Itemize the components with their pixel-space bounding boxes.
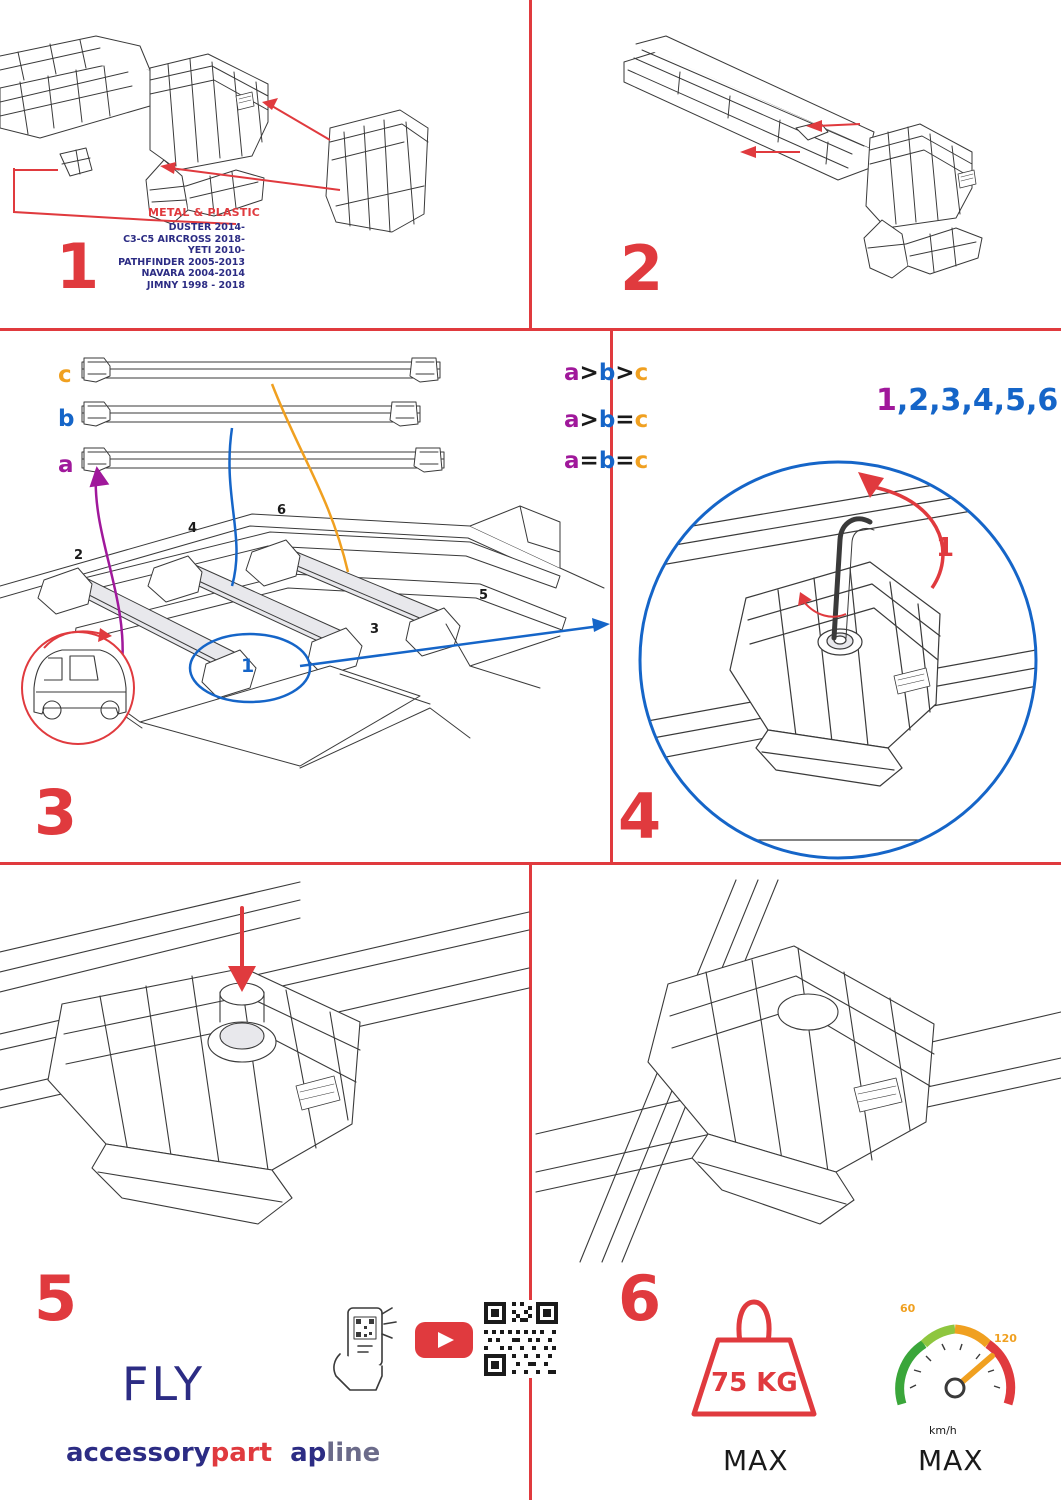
bar-label-c: c <box>58 362 72 388</box>
vehicle-item: YETI 2010- <box>187 245 245 257</box>
step-number-4: 4 <box>618 780 662 853</box>
divider-col-bottom <box>529 862 532 1500</box>
bar-label-b: b <box>58 406 75 432</box>
highlight-label-1: 1 <box>241 655 255 677</box>
step-5-illustration <box>0 872 529 1262</box>
brand-accessory: accessory <box>66 1438 211 1468</box>
max-speed-icon <box>884 1300 1026 1424</box>
divider-col-top <box>529 0 532 328</box>
step-5-brand <box>66 1438 380 1468</box>
comparison-3: a=b=c <box>564 448 649 474</box>
brand-ap: ap <box>290 1438 327 1468</box>
speed-max-label: 120 <box>994 1332 1017 1345</box>
max-speed-caption: MAX <box>918 1444 984 1477</box>
brand-part: part <box>210 1438 273 1468</box>
step-4-sequence: 1,2,3,4,5,6 <box>876 383 1059 418</box>
point-label-4: 4 <box>188 521 198 536</box>
bar-label-a: a <box>58 452 74 478</box>
max-load-value: 75 KG <box>711 1368 798 1398</box>
step-number-5: 5 <box>34 1262 78 1335</box>
point-label-5: 5 <box>479 588 489 603</box>
vehicle-item: NAVARA 2004-2014 <box>141 268 245 280</box>
point-label-2: 2 <box>74 548 84 563</box>
vehicle-item: JIMNY 1998 - 2018 <box>146 279 245 291</box>
speed-unit-label: km/h <box>929 1424 957 1437</box>
max-load-icon <box>688 1296 820 1418</box>
step-3-illustration <box>0 336 610 856</box>
speed-min-label: 60 <box>900 1302 916 1315</box>
comparison-1: a>b>c <box>564 360 649 386</box>
divider-row-1 <box>0 328 1061 331</box>
brand-line: line <box>326 1438 381 1468</box>
step-number-6: 6 <box>618 1262 662 1335</box>
comparison-2: a>b=c <box>564 407 649 433</box>
youtube-icon[interactable] <box>414 1318 474 1362</box>
step-number-2: 2 <box>620 232 664 305</box>
phone-qr-scan-icon <box>326 1304 398 1394</box>
vehicle-item: DUSTER 2014- <box>168 222 245 233</box>
step-4-illustration <box>618 430 1058 840</box>
max-load-caption: MAX <box>723 1444 789 1477</box>
step-2-illustration <box>620 28 1060 268</box>
step-number-3: 3 <box>34 776 78 849</box>
step-5-wordmark: FLY <box>122 1357 206 1411</box>
step-1-vehicle-list <box>0 222 245 291</box>
point-label-3: 3 <box>370 622 380 637</box>
step-6-illustration <box>536 872 1061 1262</box>
point-label-6: 6 <box>277 503 287 518</box>
step-4-turn-label: 1 <box>936 533 955 563</box>
step-number-1: 1 <box>56 230 100 303</box>
qr-code-icon <box>482 1300 560 1378</box>
step-1-material-note: METAL & PLASTIC <box>148 206 261 219</box>
vehicle-item: C3-C5 AIRCROSS 2018- <box>123 233 245 245</box>
vehicle-item: PATHFINDER 2005-2013 <box>118 256 245 268</box>
